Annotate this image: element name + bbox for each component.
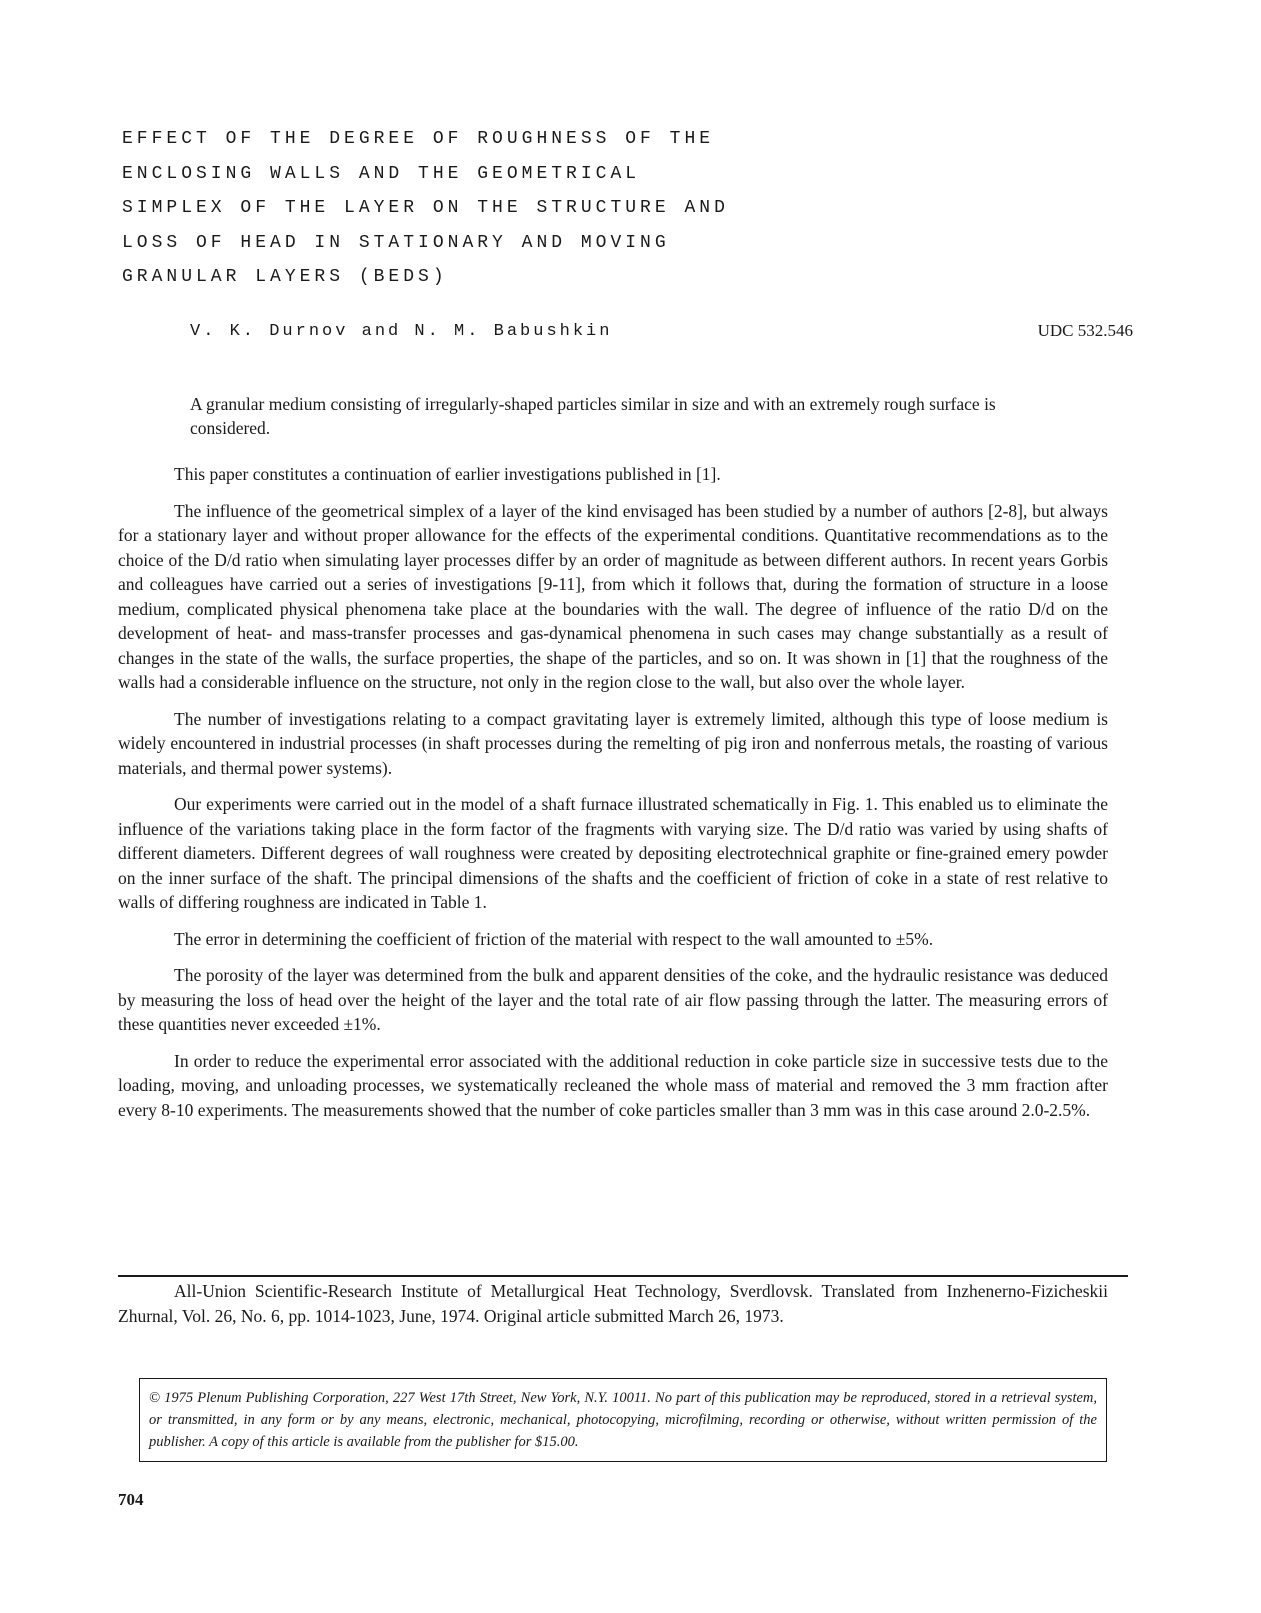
author-list: V. K. Durnov and N. M. Babushkin bbox=[190, 322, 613, 341]
title-line: GRANULAR LAYERS (BEDS) bbox=[122, 267, 448, 287]
title-line: LOSS OF HEAD IN STATIONARY AND MOVING bbox=[122, 232, 670, 253]
page-number: 704 bbox=[118, 1490, 144, 1509]
body-paragraph: The influence of the geometrical simplex of a layer of the kind envisaged has been studied by a number of authors [2-8], but always for a stationary layer and without proper allowance for the effects of the experimental conditions. Quantitative recommendations as to the choice of the D/d ratio when simulating layer processes differ by an order of magnitude as between different authors. In recent years Gorbis and colleagues have carried out a series of investigations [9-11], from which it follows that, during the formation of structure in a loose medium, complicated physical phenomena take place at the boundaries with the wall. The degree of influence of the ratio D/d on the development of heat- and mass-transfer processes and gas-dynamical phenomena in such cases may change substantially as a result of changes in the state of the walls, the surface properties, the shape of the particles, and so on. It was shown in [1] that the roughness of the walls had a considerable influence on the structure, not only in the region close to the wall, but also over the whole layer. bbox=[118, 500, 1108, 692]
footnote-divider bbox=[118, 1275, 1128, 1277]
body-paragraph: In order to reduce the experimental error associated with the additional reduction in coke particle size in successive tests due to the loading, moving, and unloading processes, we systematically recleaned the whole mass of material and removed the 3 mm fraction after every 8-10 experiments. The measurements showed that the number of coke particles smaller than 3 mm was in this case around 2.0-2.5%. bbox=[118, 1050, 1108, 1120]
copyright-notice: © 1975 Plenum Publishing Corporation, 227 West 17th Street, New York, N.Y. 10011. No part of this publication may be reproduced, stored in a retrieval system, or transmitted, in any form or by any means, electronic, mechanical, photocopying, microfilming, recording or otherwise, without written permission of the publisher. A copy of this article is available from the publisher for $15.00. bbox=[149, 1390, 1097, 1450]
body-paragraph: The number of investigations relating to a compact gravitating layer is extremely limited, although this type of loose medium is widely encountered in industrial processes (in shaft processes during the remelting of pig iron and nonferrous metals, the roasting of various materials, and thermal power systems). bbox=[118, 708, 1108, 778]
body-paragraph: The porosity of the layer was determined from the bulk and apparent densities of the coke, and the hydraulic resistance was deduced by measuring the loss of head over the height of the layer and the total rate of air flow passing through the latter. The measuring errors of these quantities never exceeded ±1%. bbox=[118, 965, 1108, 1034]
affiliation-footnote: All-Union Scientific-Research Institute of Metallurgical Heat Technology, Sverdlovsk. Translated from Inzhenerno-Fizicheskii Zhurnal, Vol. 26, No. 6, pp. 1014-1023, June, 1974. Original article submitted March 26, 1973. bbox=[118, 1281, 1108, 1326]
title-line: EFFECT OF THE DEGREE OF ROUGHNESS OF THE bbox=[122, 129, 715, 149]
udc-code: UDC 532.546 bbox=[1037, 321, 1133, 340]
article-body bbox=[118, 462, 1108, 1134]
body-paragraph: This paper constitutes a continuation of earlier investigations published in [1]. bbox=[174, 464, 721, 484]
title-line: ENCLOSING WALLS AND THE GEOMETRICAL bbox=[122, 163, 641, 184]
copyright-notice-box bbox=[139, 1378, 1107, 1462]
body-paragraph: Our experiments were carried out in the model of a shaft furnace illustrated schematically in Fig. 1. This enabled us to eliminate the influence of the variations taking place in the form factor of the fragments with varying size. The D/d ratio was varied by using shafts of different diameters. Different degrees of wall roughness were created by depositing electrotechnical graphite or fine-grained emery powder on the inner surface of the shaft. The principal dimensions of the shafts and the coefficient of friction of coke in a state of rest relative to walls of differing roughness are indicated in Table 1. bbox=[118, 794, 1108, 912]
body-paragraph: The error in determining the coefficient of friction of the material with respect to the wall amounted to ±5%. bbox=[174, 928, 934, 949]
abstract: A granular medium consisting of irregularly-shaped particles similar in size and with an extremely rough surface is considered. bbox=[190, 394, 996, 438]
paper-title bbox=[122, 122, 842, 295]
title-line: SIMPLEX OF THE LAYER ON THE STRUCTURE AND bbox=[122, 198, 729, 218]
